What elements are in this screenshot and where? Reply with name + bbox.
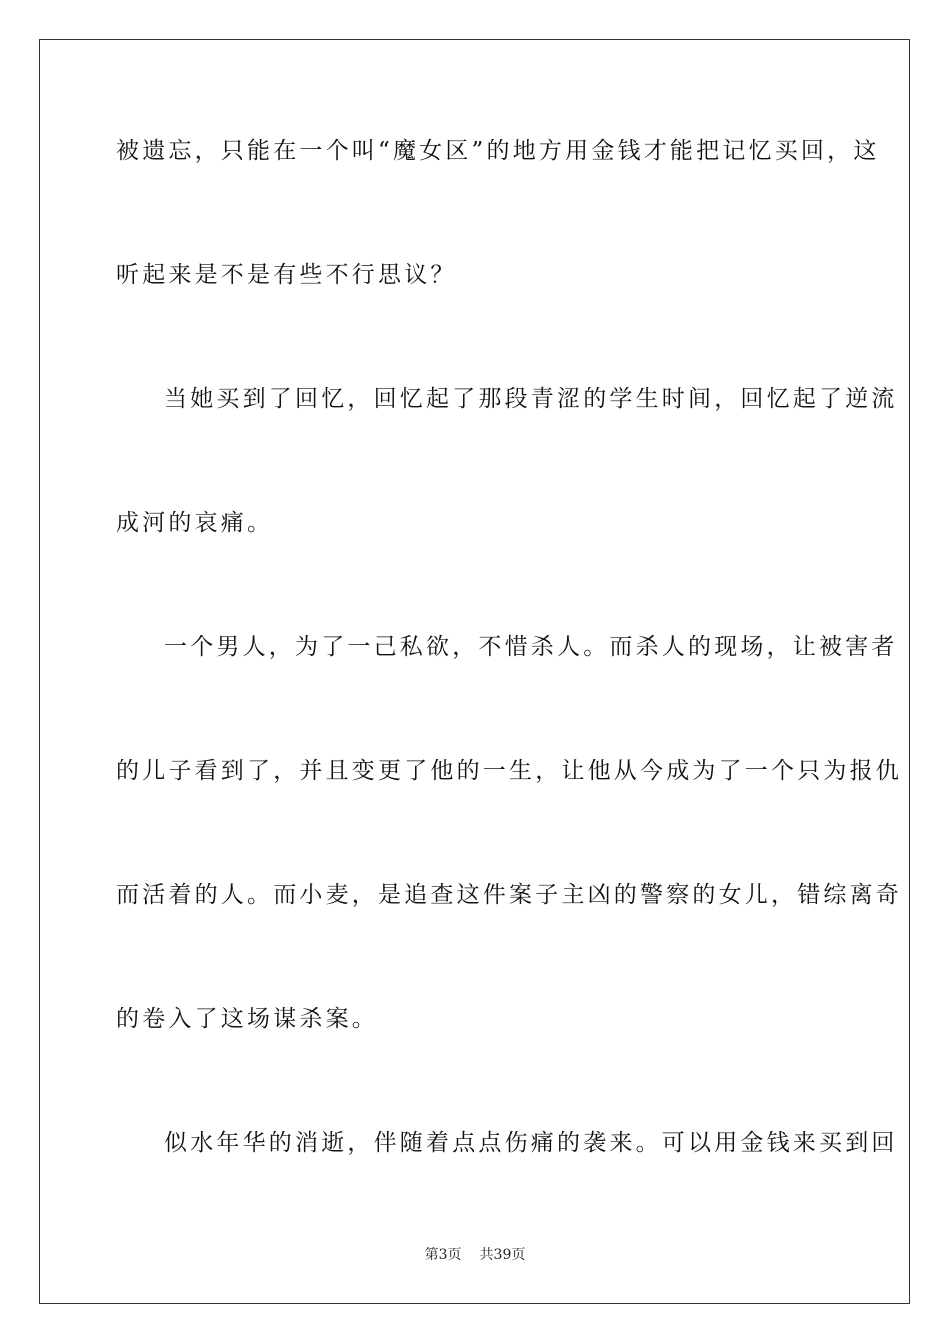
text-line-1: 被遗忘，只能在一个叫“魔女区”的地方用金钱才能把记忆买回，这	[116, 138, 880, 164]
page-border	[39, 39, 910, 1304]
page-number: 第3页	[424, 1247, 462, 1263]
text-line-8: 的卷入了这场谋杀案。	[116, 1006, 378, 1032]
text-line-6: 的儿子看到了，并且变更了他的一生，让他从今成为了一个只为报仇	[116, 758, 902, 784]
text-line-5: 一个男人，为了一己私欲，不惜杀人。而杀人的现场，让被害者	[164, 634, 898, 660]
text-line-3: 当她买到了回忆，回忆起了那段青涩的学生时间，回忆起了逆流	[164, 386, 898, 412]
text-line-7: 而活着的人。而小麦，是追查这件案子主凶的警察的女儿，错综离奇	[116, 882, 902, 908]
text-line-4: 成河的哀痛。	[116, 510, 274, 536]
text-line-9: 似水年华的消逝，伴随着点点伤痛的袭来。可以用金钱来买到回	[164, 1130, 898, 1156]
page-footer	[0, 1246, 950, 1264]
text-line-2: 听起来是不是有些不行思议？	[116, 262, 457, 288]
total-pages: 共39页	[479, 1247, 526, 1263]
